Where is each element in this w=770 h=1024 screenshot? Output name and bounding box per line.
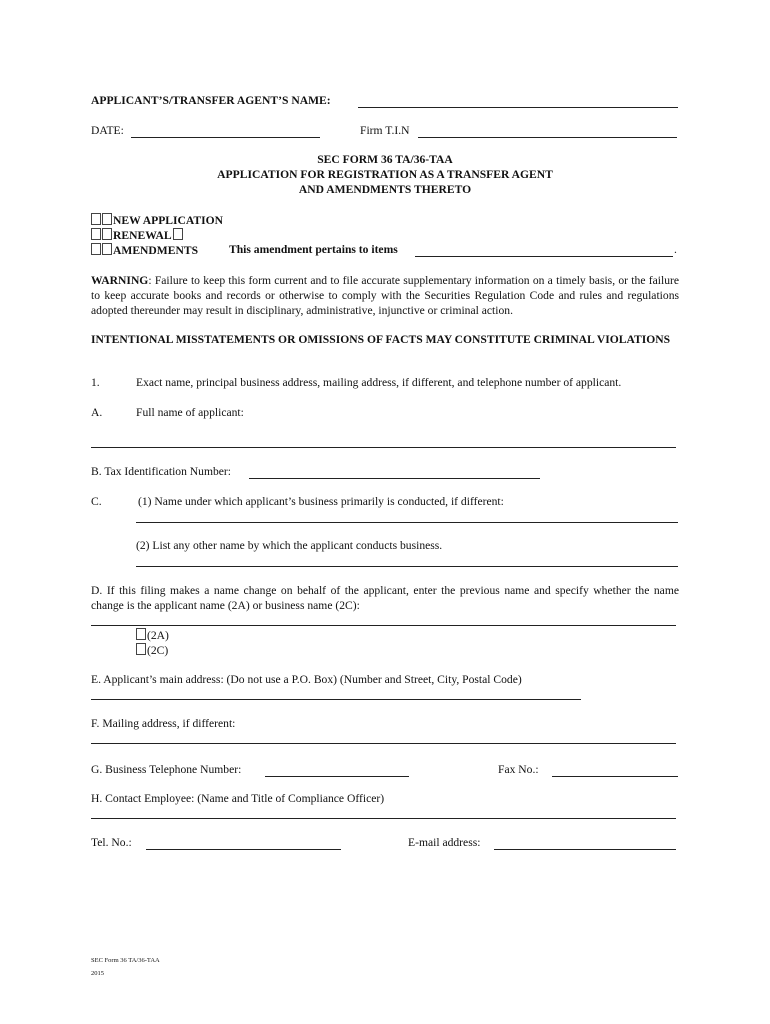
tin-field[interactable] xyxy=(249,478,540,479)
option-2c[interactable] xyxy=(136,643,168,657)
warning-paragraph xyxy=(91,273,679,318)
option-2a-label: (2A) xyxy=(147,629,169,642)
item1-text: Exact name, principal business address, mailing address, if different, and telephone number of applicant. xyxy=(136,376,622,389)
checkbox-icon[interactable] xyxy=(102,228,112,240)
item-e-text: E. Applicant’s main address: (Do not use a P.O. Box) (Number and Street, City, Postal Code) xyxy=(91,673,522,686)
item-g-text: G. Business Telephone Number: xyxy=(91,763,242,776)
amendment-items-field[interactable] xyxy=(415,256,673,257)
form-title-line3: AND AMENDMENTS THERETO xyxy=(298,183,472,196)
checkbox-icon[interactable] xyxy=(136,628,146,640)
item-b-text: B. Tax Identification Number: xyxy=(91,465,231,478)
firm-tin-field[interactable] xyxy=(418,137,677,138)
checkbox-icon[interactable] xyxy=(173,228,183,240)
email-label: E-mail address: xyxy=(408,836,481,849)
item-a-text: Full name of applicant: xyxy=(136,406,244,419)
item-c1-text: (1) Name under which applicant’s business primarily is conducted, if different: xyxy=(138,495,504,508)
item1-number: 1. xyxy=(91,376,100,389)
warning-label: WARNING xyxy=(91,274,149,287)
tel-field[interactable] xyxy=(146,849,341,850)
item-c2-text: (2) List any other name by which the applicant conducts business. xyxy=(136,539,443,552)
amendment-pertains-label: This amendment pertains to items xyxy=(229,243,398,256)
checkbox-icon[interactable] xyxy=(91,213,101,225)
date-label: DATE: xyxy=(91,124,124,137)
business-name-field[interactable] xyxy=(136,522,678,523)
mailing-address-field[interactable] xyxy=(91,743,676,744)
checkbox-icon[interactable] xyxy=(91,243,101,255)
option-2a[interactable] xyxy=(136,628,169,642)
item-h-text: H. Contact Employee: (Name and Title of Compliance Officer) xyxy=(91,792,385,805)
new-application-option[interactable] xyxy=(91,213,223,227)
amendments-label: AMENDMENTS xyxy=(113,244,199,257)
tel-label: Tel. No.: xyxy=(91,836,132,849)
footer-form-name: SEC Form 36 TA/36-TAA xyxy=(91,957,160,964)
renewal-label: RENEWAL xyxy=(113,229,172,242)
business-telephone-field[interactable] xyxy=(265,776,409,777)
option-2c-label: (2C) xyxy=(147,644,169,657)
other-names-field[interactable] xyxy=(136,566,678,567)
new-application-label: NEW APPLICATION xyxy=(113,214,224,227)
form-title-line1: SEC FORM 36 TA/36-TAA xyxy=(317,153,453,166)
warning-text: : Failure to keep this form current and to file accurate supplementary information on a timely basis, or the failure to keep accurate books and records or otherwise to comply with the Securities Regulation Code and rules and regulations adopted thereunder may result in disciplinary, administrative, injunctive or criminal action. xyxy=(91,274,679,317)
period-mark: . xyxy=(674,243,677,256)
checkbox-icon[interactable] xyxy=(102,243,112,255)
item-c-label: C. xyxy=(91,495,102,508)
amendments-option[interactable] xyxy=(91,243,198,257)
checkbox-icon[interactable] xyxy=(136,643,146,655)
form-title-line2: APPLICATION FOR REGISTRATION AS A TRANSFER AGENT xyxy=(217,168,553,181)
firm-tin-label: Firm T.I.N xyxy=(360,124,410,137)
item-d-text: D. If this filing makes a name change on behalf of the applicant, enter the previous name and specify whether the name change is the applicant name (2A) or business name (2C): xyxy=(91,584,679,612)
item-a-label: A. xyxy=(91,406,103,419)
fax-label: Fax No.: xyxy=(498,763,539,776)
main-address-field[interactable] xyxy=(91,699,581,700)
full-name-field[interactable] xyxy=(91,447,676,448)
applicant-name-label: APPLICANT’S/TRANSFER AGENT’S NAME: xyxy=(91,94,331,107)
checkbox-icon[interactable] xyxy=(91,228,101,240)
contact-employee-field[interactable] xyxy=(91,818,676,819)
applicant-name-field[interactable] xyxy=(358,107,678,108)
previous-name-field[interactable] xyxy=(91,625,676,626)
checkbox-icon[interactable] xyxy=(102,213,112,225)
renewal-option[interactable] xyxy=(91,228,184,242)
misstatement-notice: INTENTIONAL MISSTATEMENTS OR OMISSIONS OF FACTS MAY CONSTITUTE CRIMINAL VIOLATIONS xyxy=(91,333,671,346)
date-field[interactable] xyxy=(131,137,320,138)
footer-year: 2015 xyxy=(91,970,104,977)
item-f-text: F. Mailing address, if different: xyxy=(91,717,236,730)
fax-field[interactable] xyxy=(552,776,678,777)
email-field[interactable] xyxy=(494,849,676,850)
